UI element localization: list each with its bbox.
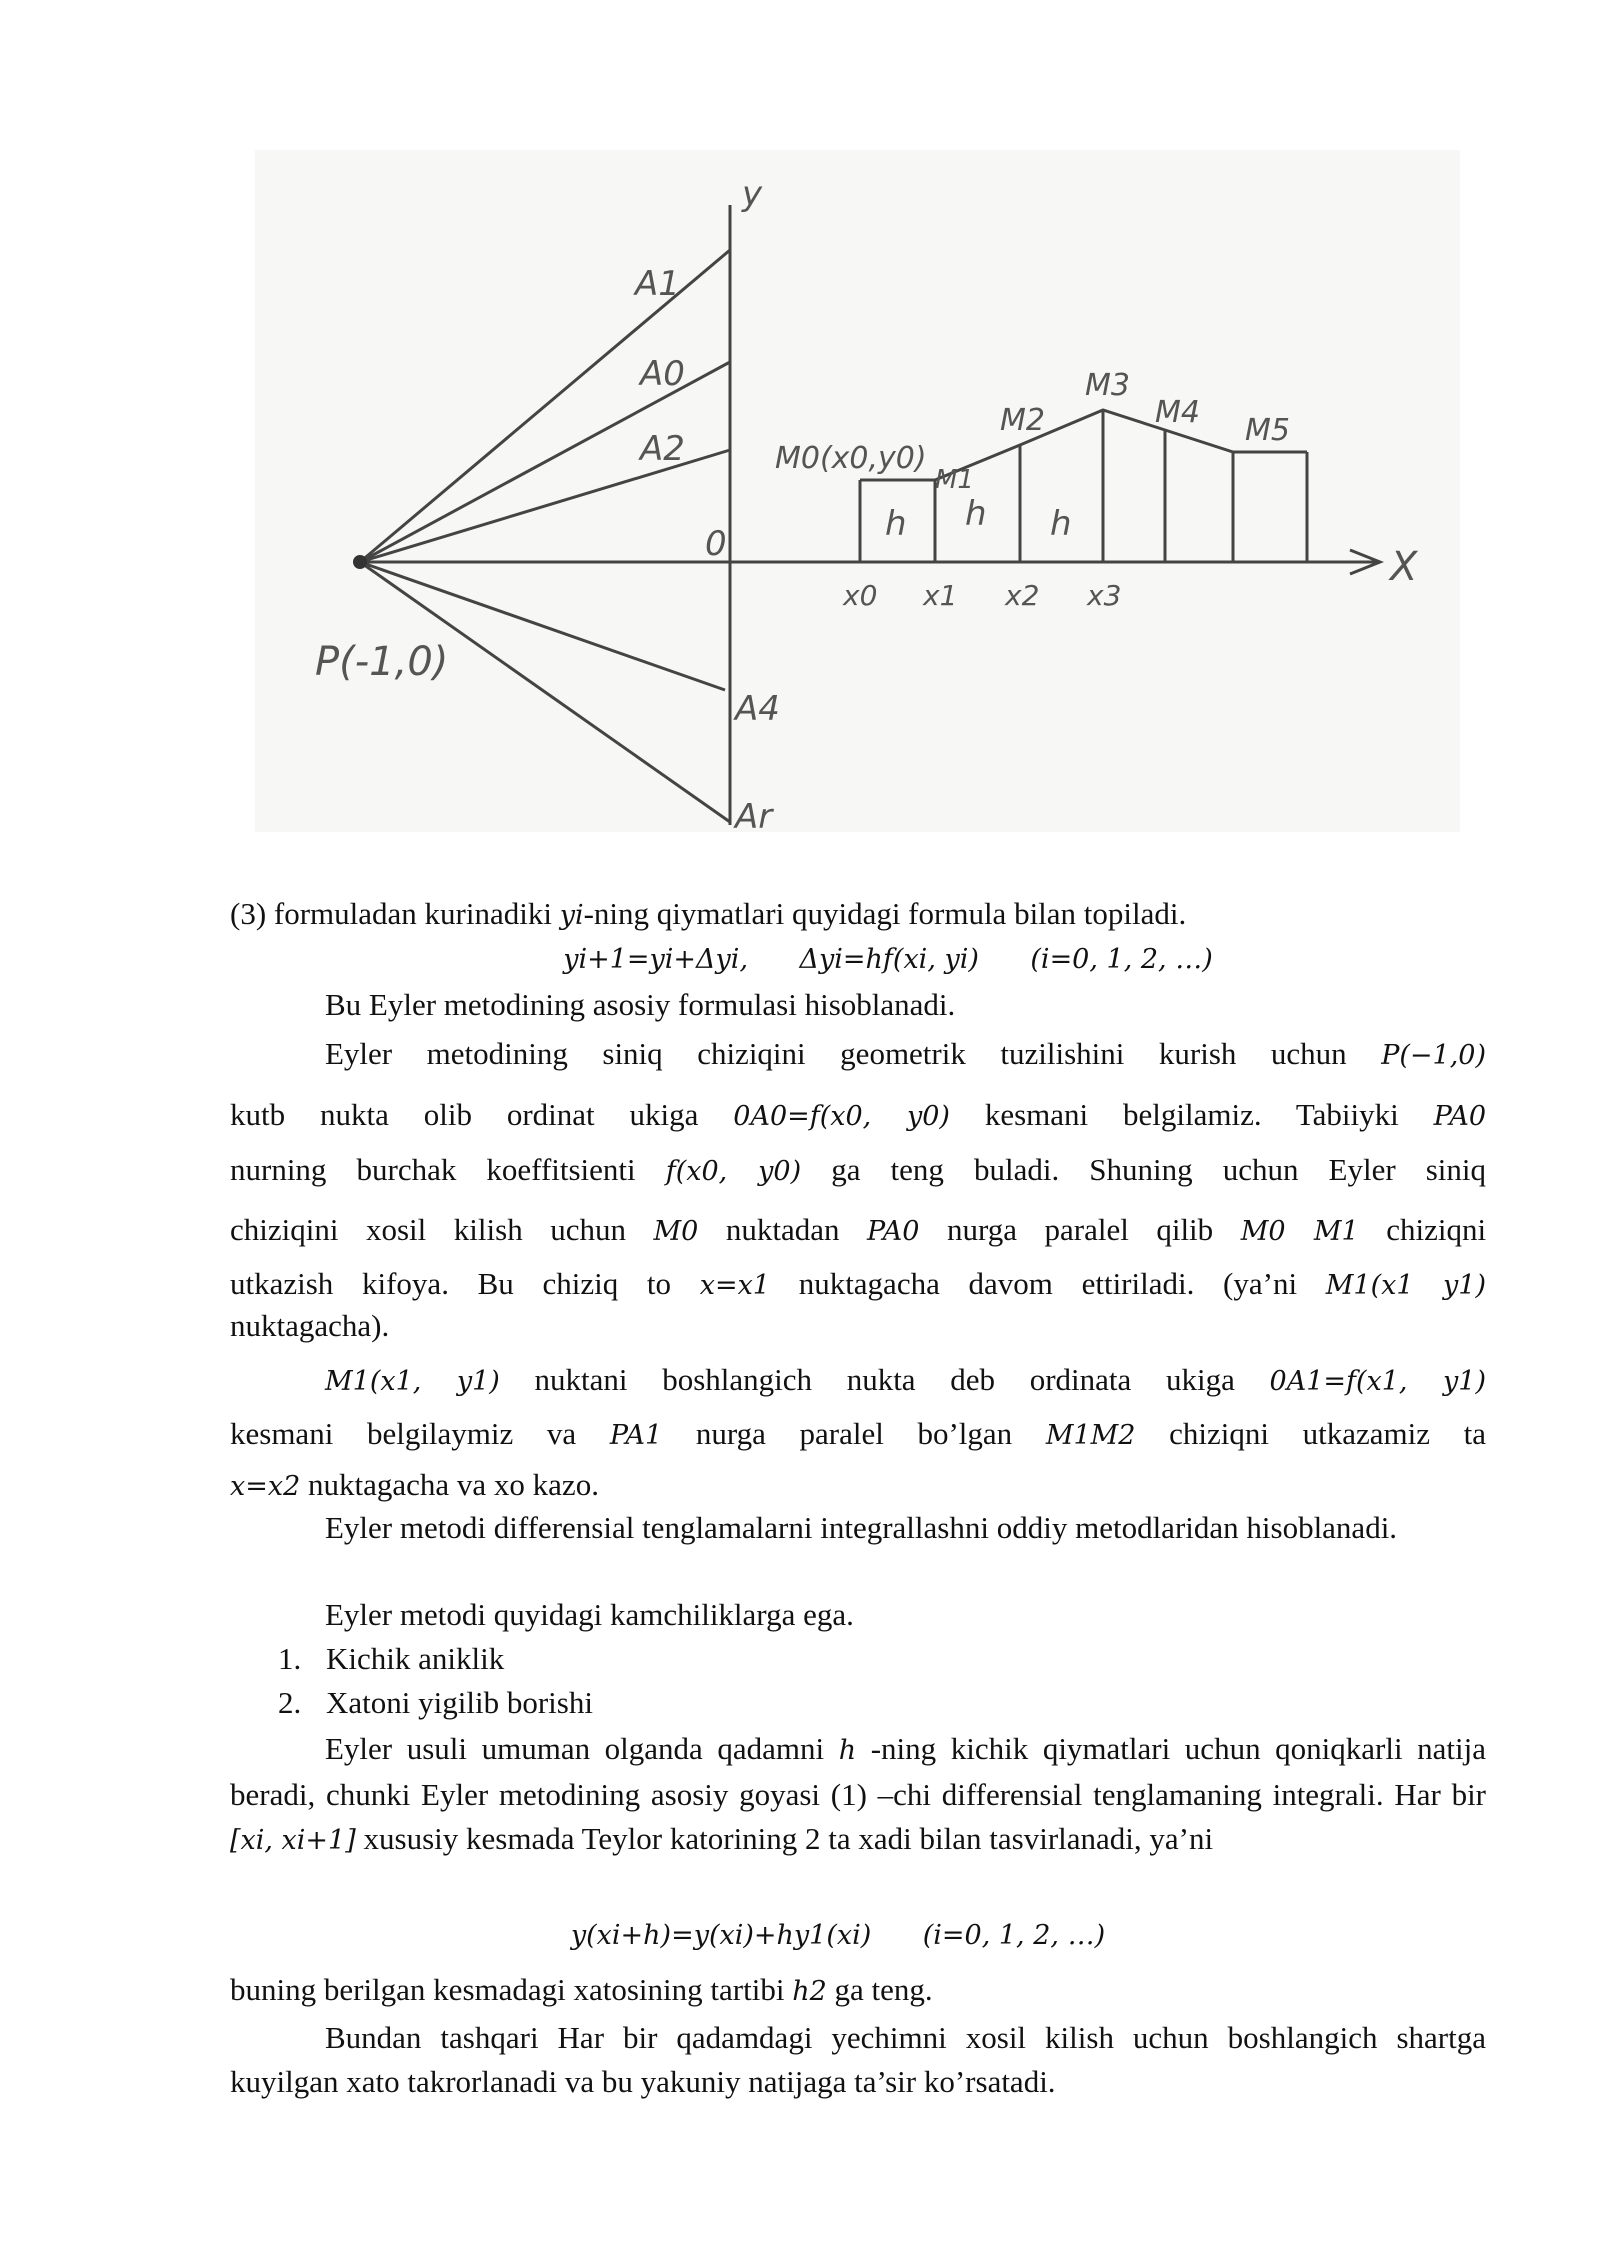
- p3-text-j: chiziqni: [1386, 1212, 1487, 1247]
- axis-y-label: y: [742, 174, 763, 214]
- p7-text-a: Eyler usuli umuman olganda qadamni: [325, 1731, 825, 1766]
- p7-text-b: -ning kichik qiymatlari uchun qoniqkarli natija beradi, chunki Eyler metodining asosiy goyasi (1) –chi differensial tenglamaning integrali. Har bir: [230, 1731, 1487, 1812]
- p3-x1: x=x1: [699, 1270, 770, 1301]
- step-label-h1: h: [885, 504, 907, 544]
- p3-text-b: kutb nukta olib ordinat ukiga: [230, 1097, 699, 1132]
- p4-text-b: kesmani belgilaymiz va: [230, 1416, 577, 1451]
- axis-x-label: X: [1390, 544, 1418, 590]
- point-label-m5: M5: [1245, 413, 1290, 448]
- pole-label: P(-1,0): [315, 639, 449, 685]
- p3-text-g: chiziqini xosil kilish uchun: [230, 1212, 626, 1247]
- paragraph-3-line-2: [230, 1093, 1486, 1139]
- paragraph-3-line-1: [230, 1032, 1486, 1078]
- tick-label-x3: x3: [1087, 579, 1122, 612]
- list-item-number: 2.: [278, 1685, 302, 1720]
- p3-f: f(x0, y0): [665, 1156, 802, 1187]
- p3-point-p: P(−1,0): [1381, 1040, 1487, 1071]
- point-label-m1: M1: [935, 465, 974, 495]
- paragraph-7: [230, 1727, 1486, 1863]
- p3-text-i: nurga paralel qilib: [946, 1212, 1214, 1247]
- list-item: [278, 1637, 504, 1681]
- p4-text-d: chiziqni utkazamiz ta: [1169, 1416, 1486, 1451]
- p8-text-a: buning berilgan kesmadagi xatosining tartibi: [230, 1972, 785, 2007]
- p4-m1m2: M1M2: [1045, 1420, 1136, 1451]
- p7-interval: [xi, xi+1]: [230, 1825, 356, 1856]
- euler-polyline: [860, 410, 1307, 480]
- paragraph-3-line-4: [230, 1208, 1486, 1254]
- ray-label-ar: Ar: [735, 797, 773, 832]
- paragraph-3-line-6: nuktagacha).: [230, 1308, 390, 1343]
- p3-m0m1: M0 M1: [1240, 1216, 1359, 1247]
- formula-2: [230, 1912, 1486, 1958]
- p1-yi: yi: [559, 900, 584, 931]
- point-label-m3: M3: [1085, 368, 1130, 403]
- euler-diagram: [255, 150, 1460, 832]
- p1-text-b: -ning qiymatlari quyidagi formula bilan topiladi.: [583, 896, 1187, 931]
- p3-text-d: nurning burchak koeffitsienti: [230, 1152, 636, 1187]
- formula-1: [230, 936, 1486, 982]
- p3-text-l: nuktagacha davom ettiriladi. (ya’ni: [798, 1266, 1298, 1301]
- paragraph-6: Eyler metodi quyidagi kamchiliklarga ega.: [325, 1597, 854, 1632]
- p3-m1: M1(x1 y1): [1325, 1270, 1486, 1301]
- paragraph-4-line-2: [230, 1412, 1486, 1458]
- p3-text-a: Eyler metodining siniq chiziqini geometrik tuzilishini kurish uchun: [325, 1036, 1347, 1071]
- p4-text-e: nuktagacha va xo kazo.: [308, 1467, 599, 1502]
- step-label-h2: h: [965, 494, 987, 534]
- paragraph-4-line-1: [230, 1358, 1486, 1404]
- list-item-label: Xatoni yigilib borishi: [326, 1685, 593, 1720]
- list-item-label: Kichik aniklik: [326, 1641, 505, 1676]
- p3-text-e: ga teng buladi. Shuning uchun Eyler siniq: [831, 1152, 1487, 1187]
- list-item-number: 1.: [278, 1641, 302, 1676]
- p7-text-c: xususiy kesmada Teylor katorining 2 ta xadi bilan tasvirlanadi, ya’ni: [363, 1821, 1214, 1856]
- paragraph-3-line-3: [230, 1148, 1486, 1194]
- list-item: [278, 1681, 593, 1725]
- p4-pa1: PA1: [609, 1420, 663, 1451]
- formula-2-text: y(xi+h)=y(xi)+hy1(xi) (i=0, 1, 2, …): [570, 1920, 1106, 1951]
- paragraph-8: [230, 1968, 1486, 2014]
- p8-h2: h2: [792, 1976, 827, 2007]
- tick-label-x0: x0: [843, 579, 878, 612]
- p4-oa1: 0A1=f(x1, y1): [1269, 1366, 1486, 1397]
- step-label-h3: h: [1050, 504, 1072, 544]
- pole-point: [353, 555, 367, 569]
- paragraph-4-line-3: [230, 1463, 1486, 1509]
- p3-pa0: PA0: [1433, 1101, 1487, 1132]
- point-label-m0: M0(x0,y0): [775, 441, 927, 476]
- p4-x2: x=x2: [230, 1471, 301, 1502]
- formula-1-text: yi+1=yi+Δyi, Δyi=hf(xi, yi) (i=0, 1, 2, …): [563, 944, 1213, 975]
- paragraph-2: Bu Eyler metodining asosiy formulasi hisoblanadi.: [325, 987, 956, 1022]
- p7-h: h: [838, 1735, 857, 1766]
- p3-m0: M0: [653, 1216, 699, 1247]
- paragraph-9: Bundan tashqari Har bir qadamdagi yechimni xosil kilish uchun boshlangich shartga kuyilgan xato takrorlanadi va bu yakuniy natijaga ta’sir ko’rsatadi.: [230, 2020, 1486, 2099]
- euler-method-figure: [255, 150, 1460, 832]
- p1-text-a: (3) formuladan kurinadiki: [230, 896, 560, 931]
- p3-text-k: utkazish kifoya. Bu chiziq to: [230, 1266, 672, 1301]
- point-label-m4: M4: [1155, 395, 1200, 430]
- tick-label-x1: x1: [923, 579, 958, 612]
- origin-label: 0: [705, 524, 727, 564]
- p4-m1: M1(x1, y1): [325, 1366, 500, 1397]
- p3-text-h: nuktadan: [725, 1212, 840, 1247]
- ray-label-a0: A0: [640, 354, 685, 394]
- tick-label-x2: x2: [1005, 579, 1040, 612]
- p3-oa0: 0A0=f(x0, y0): [733, 1101, 950, 1132]
- p4-text-c: nurga paralel bo’lgan: [695, 1416, 1013, 1451]
- p3-pa0-b: PA0: [867, 1216, 920, 1247]
- paragraph-3-line-5: [230, 1262, 1486, 1308]
- paragraph-1: [230, 892, 1486, 938]
- p4-text-a: nuktani boshlangich nukta deb ordinata ukiga: [534, 1362, 1235, 1397]
- paragraph-5: Eyler metodi differensial tenglamalarni integrallashni oddiy metodlaridan hisoblanadi.: [325, 1510, 1398, 1545]
- ray-label-a1: A1: [635, 264, 680, 304]
- ray-label-a4: A4: [735, 689, 780, 729]
- p3-text-c: kesmani belgilamiz. Tabiiyki: [984, 1097, 1399, 1132]
- ray-ar: [360, 562, 730, 822]
- ray-label-a2: A2: [640, 429, 685, 469]
- p8-text-b: ga teng.: [834, 1972, 933, 2007]
- point-label-m2: M2: [1000, 403, 1045, 438]
